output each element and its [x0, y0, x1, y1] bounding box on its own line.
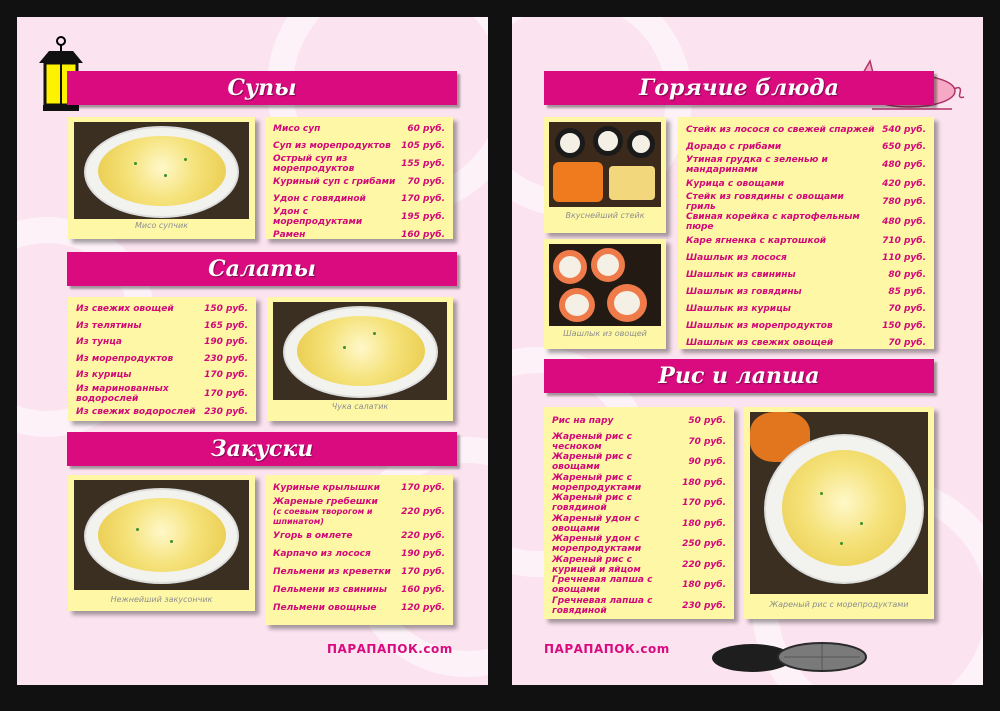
- section-banner-salads: [67, 252, 457, 286]
- menu-item-price: 90 руб.: [688, 457, 726, 468]
- sushi-roll-photo: [549, 244, 661, 326]
- menu-item-name: [273, 567, 391, 577]
- menu-item: [686, 317, 926, 334]
- menu-item-name: [552, 432, 682, 452]
- photo-card-soups: [68, 117, 255, 239]
- menu-item-label: Карпачо из лосося: [273, 549, 371, 559]
- menu-item-label: Пельмени овощные: [273, 603, 377, 613]
- menu-item-label: Каре ягненка с картошкой: [686, 235, 827, 246]
- menu-item-price: 70 руб.: [888, 337, 926, 348]
- menu-item-price: 160 руб.: [401, 230, 445, 241]
- menu-item-price: 70 руб.: [688, 436, 726, 447]
- menu-item-name: [686, 142, 781, 152]
- section-title-hot-dishes: Горячие блюда: [639, 75, 839, 101]
- menu-item-label: Шашлык из морепродуктов: [686, 320, 833, 331]
- menu-item: [686, 334, 926, 351]
- menu-item-price: 230 руб.: [204, 353, 248, 364]
- menu-item-name: [273, 603, 377, 613]
- menu-item-price: 180 руб.: [682, 580, 726, 591]
- menu-item: [686, 121, 926, 138]
- menu-item: [273, 479, 445, 497]
- menu-item-name: [273, 585, 387, 595]
- menu-item-price: 110 руб.: [882, 252, 926, 263]
- menu-item-label: Гречневая лапша с говядиной: [552, 595, 653, 616]
- menu-item-price: 220 руб.: [682, 559, 726, 570]
- menu-item: [273, 563, 445, 581]
- menu-item-label: Стейк из говядины с овощами гриль: [686, 192, 844, 212]
- menu-item-name: [273, 141, 391, 151]
- menu-item-price: 170 руб.: [401, 567, 445, 577]
- menu-item-price: 650 руб.: [882, 141, 926, 152]
- brand-logo: ПАРАПАПОК.com: [544, 642, 670, 656]
- menu-item-label: Стейк из лосося со свежей спаржей: [686, 124, 875, 135]
- menu-item-price: 170 руб.: [682, 498, 726, 509]
- menu-item-price: 85 руб.: [888, 286, 926, 297]
- menu-item: [552, 473, 726, 494]
- menu-item-price: 170 руб.: [204, 370, 248, 381]
- menu-item: [273, 207, 445, 227]
- menu-item: [686, 155, 926, 175]
- menu-item: [552, 575, 726, 596]
- photo-card-snacks: [68, 475, 255, 611]
- menu-item-name: [686, 321, 833, 331]
- sushi-photo: [549, 122, 661, 207]
- menu-item-label: Удон с морепродуктами: [273, 207, 363, 227]
- photo-caption: Шашлык из овощей: [563, 329, 647, 338]
- menu-item: [686, 249, 926, 266]
- menu-item: [552, 555, 726, 576]
- menu-item-name: [686, 304, 791, 314]
- menu-item-name: [273, 230, 305, 240]
- menu-item-label: Из маринованных водорослей: [76, 383, 169, 404]
- menu-item: [686, 212, 926, 232]
- menu-item-name: [686, 155, 876, 175]
- menu-item-name: [552, 473, 676, 493]
- menu-list-hot-dishes: [678, 117, 934, 349]
- menu-item-note: (с соевым творогом и шпинатом): [273, 507, 373, 526]
- menu-item-label: Жареный рис с говядиной: [552, 493, 632, 514]
- menu-item-price: 170 руб.: [401, 193, 445, 204]
- menu-item-price: 480 руб.: [882, 217, 926, 227]
- menu-list-soups: [265, 117, 453, 239]
- menu-item-price: 230 руб.: [682, 600, 726, 611]
- menu-item-name: [552, 575, 676, 595]
- section-title-soups: Супы: [227, 75, 297, 101]
- menu-item-name: [76, 337, 122, 347]
- menu-item-price: 60 руб.: [407, 124, 445, 135]
- menu-item: [686, 175, 926, 192]
- menu-item-label: Угорь в омлете: [273, 531, 353, 541]
- menu-item-label: Куриный суп с грибами: [273, 177, 396, 188]
- menu-item-label: Рамен: [273, 230, 306, 241]
- menu-item-price: 220 руб.: [401, 531, 445, 541]
- menu-item-name: [686, 236, 826, 246]
- menu-item-price: 105 руб.: [401, 140, 445, 151]
- menu-item: [273, 227, 445, 244]
- menu-item-name: [552, 493, 676, 513]
- menu-item-name: [273, 497, 395, 527]
- menu-item-name: [76, 407, 196, 417]
- menu-item-label: Пельмени из свинины: [273, 585, 387, 595]
- menu-item-price: 70 руб.: [888, 303, 926, 314]
- menu-item-name: [76, 304, 174, 314]
- menu-item: [686, 232, 926, 249]
- menu-item-label: Жареный удон с овощами: [552, 513, 640, 534]
- menu-item: [76, 367, 248, 384]
- menu-item-price: 230 руб.: [204, 406, 248, 417]
- menu-item-price: 190 руб.: [401, 549, 445, 559]
- menu-item-name: [76, 354, 173, 364]
- menu-item-name: [76, 370, 131, 380]
- salad-photo: [273, 302, 447, 400]
- menu-item-price: 155 руб.: [401, 159, 445, 169]
- menu-item: [552, 411, 726, 432]
- menu-item-label: Из свежих водорослей: [76, 406, 196, 417]
- menu-item-price: 480 руб.: [882, 160, 926, 170]
- menu-item-label: Шашлык из свинины: [686, 269, 796, 280]
- menu-item: [76, 301, 248, 318]
- menu-item-price: 180 руб.: [682, 477, 726, 488]
- photo-card-salads: [267, 297, 453, 421]
- menu-item-name: [686, 338, 833, 348]
- rice-photo: [750, 412, 928, 594]
- photo-caption: Мисо супчик: [134, 221, 189, 230]
- menu-item-price: 220 руб.: [401, 507, 445, 517]
- section-banner-soups: [67, 71, 457, 105]
- menu-item-label: Жареный рис с чесноком: [552, 431, 632, 452]
- menu-item-price: 80 руб.: [888, 269, 926, 280]
- menu-item-label: Жареный рис с курицей и яйцом: [552, 554, 641, 575]
- menu-item-name: [552, 534, 676, 554]
- menu-item-price: 190 руб.: [204, 337, 248, 348]
- menu-item-price: 170 руб.: [401, 483, 445, 493]
- menu-item-name: [552, 416, 613, 426]
- menu-item: [552, 432, 726, 453]
- menu-item-name: [76, 321, 141, 331]
- menu-item-label: Из морепродуктов: [76, 353, 174, 364]
- menu-item: [686, 300, 926, 317]
- menu-item-label: Жареные гребешки: [273, 497, 378, 507]
- menu-item: [76, 334, 248, 351]
- menu-item-label: Жареный рис с морепродуктами: [552, 472, 642, 493]
- photo-caption: Вкуснейший стейк: [565, 211, 645, 220]
- menu-item: [552, 514, 726, 535]
- menu-item-price: 250 руб.: [682, 539, 726, 550]
- menu-item: [686, 266, 926, 283]
- menu-item-price: 150 руб.: [882, 320, 926, 331]
- section-banner-hot-dishes: [544, 71, 934, 105]
- menu-list-snacks: [265, 475, 453, 625]
- menu-item-price: 420 руб.: [882, 178, 926, 189]
- menu-item: [273, 121, 445, 138]
- menu-item-price: 150 руб.: [204, 304, 248, 315]
- photo-caption: Жареный рис с морепродуктами: [769, 600, 909, 609]
- menu-item-label: Шашлык из курицы: [686, 303, 791, 314]
- menu-item-price: 120 руб.: [401, 603, 445, 613]
- menu-item: [76, 351, 248, 368]
- menu-item: [552, 534, 726, 555]
- menu-item: [273, 599, 445, 617]
- menu-page-right: [512, 17, 983, 685]
- menu-item-label: Жареный удон с морепродуктами: [552, 534, 642, 555]
- menu-item: [686, 138, 926, 155]
- menu-item: [273, 154, 445, 174]
- menu-item-price: 165 руб.: [204, 320, 248, 331]
- menu-item-label: Суп из морепродуктов: [273, 140, 391, 151]
- menu-item-label: Жареный рис с овощами: [552, 452, 632, 473]
- menu-item-name: [273, 154, 395, 174]
- menu-item-name: [273, 124, 320, 134]
- photo-card-rice: [744, 407, 934, 619]
- menu-item-price: 70 руб.: [407, 177, 445, 188]
- menu-item-name: [273, 531, 352, 541]
- photo-card-hot-1: [544, 117, 666, 233]
- menu-item-label: Шашлык из говядины: [686, 286, 802, 297]
- menu-item: [76, 318, 248, 335]
- menu-item-label: Острый суп из морепродуктов: [273, 154, 355, 174]
- section-title-snacks: Закуски: [210, 436, 314, 462]
- snack-photo: [74, 480, 249, 590]
- menu-item-price: 540 руб.: [882, 124, 926, 135]
- menu-item-name: [273, 549, 371, 559]
- manhole-cover-icon: [710, 641, 870, 675]
- menu-item-name: [273, 483, 380, 493]
- menu-item-price: 780 руб.: [882, 197, 926, 207]
- menu-page-left: [17, 17, 488, 685]
- menu-item-name: [686, 253, 787, 263]
- menu-item: [686, 192, 926, 212]
- menu-item: [76, 384, 248, 404]
- section-banner-rice-noodles: [544, 359, 934, 393]
- menu-item-price: 710 руб.: [882, 235, 926, 246]
- menu-item: [76, 404, 248, 421]
- menu-item: [273, 138, 445, 155]
- menu-item: [552, 596, 726, 617]
- menu-item-name: [76, 384, 198, 404]
- menu-item-name: [552, 555, 676, 575]
- menu-item-label: Куриные крылышки: [273, 483, 380, 493]
- soup-photo: [74, 122, 249, 219]
- menu-item-label: Из телятины: [76, 320, 142, 331]
- menu-item: [552, 493, 726, 514]
- section-banner-snacks: [67, 432, 457, 466]
- menu-item-label: Из курицы: [76, 370, 132, 381]
- menu-item-label: Удон с говядиной: [273, 193, 366, 204]
- menu-list-salads: [68, 297, 256, 421]
- menu-item: [686, 283, 926, 300]
- menu-item-name: [686, 270, 796, 280]
- menu-item-label: Шашлык из лосося: [686, 252, 787, 263]
- menu-item: [273, 581, 445, 599]
- section-title-salads: Салаты: [208, 256, 316, 282]
- menu-item-name: [552, 452, 682, 472]
- photo-caption: Нежнейший закусончик: [110, 595, 213, 604]
- menu-item-label: Рис на пару: [552, 416, 614, 427]
- menu-item-label: Шашлык из свежих овощей: [686, 337, 834, 348]
- menu-item-price: 180 руб.: [682, 518, 726, 529]
- menu-item-label: Пельмени из креветки: [273, 567, 391, 577]
- menu-item-label: Мисо суп: [273, 124, 321, 135]
- menu-item-name: [686, 192, 876, 212]
- menu-item: [552, 452, 726, 473]
- menu-item-label: Утиная грудка с зеленью и мандаринами: [686, 155, 828, 175]
- menu-item-name: [552, 514, 676, 534]
- section-title-rice-noodles: Рис и лапша: [658, 363, 820, 389]
- menu-item: [273, 174, 445, 191]
- menu-item-price: 170 руб.: [204, 388, 248, 399]
- menu-item-label: Курица с овощами: [686, 178, 785, 189]
- menu-item-name: [686, 179, 784, 189]
- menu-item: [273, 527, 445, 545]
- menu-item-name: [686, 287, 802, 297]
- menu-item-name: [686, 125, 874, 135]
- menu-item-name: [273, 177, 395, 187]
- menu-item: [273, 497, 445, 527]
- menu-item-name: [686, 212, 876, 232]
- menu-item-label: Свиная корейка с картофельным пюре: [686, 212, 860, 232]
- menu-item-price: 50 руб.: [688, 416, 726, 427]
- menu-item-label: Гречневая лапша с овощами: [552, 575, 653, 596]
- menu-item-label: Из тунца: [76, 337, 122, 348]
- menu-item-label: Дорадо с грибами: [686, 141, 782, 152]
- brand-logo: ПАРАПАПОК.com: [327, 642, 453, 656]
- menu-item-name: [273, 194, 366, 204]
- menu-item: [273, 191, 445, 208]
- menu-item-name: [273, 207, 395, 227]
- menu-list-rice-noodles: [544, 407, 734, 619]
- menu-item: [273, 545, 445, 563]
- menu-item-label: Из свежих овощей: [76, 304, 174, 315]
- photo-caption: Чука салатик: [331, 402, 389, 411]
- photo-card-hot-2: [544, 239, 666, 349]
- menu-item-price: 160 руб.: [401, 585, 445, 595]
- menu-item-price: 195 руб.: [401, 212, 445, 222]
- menu-item-name: [552, 596, 676, 616]
